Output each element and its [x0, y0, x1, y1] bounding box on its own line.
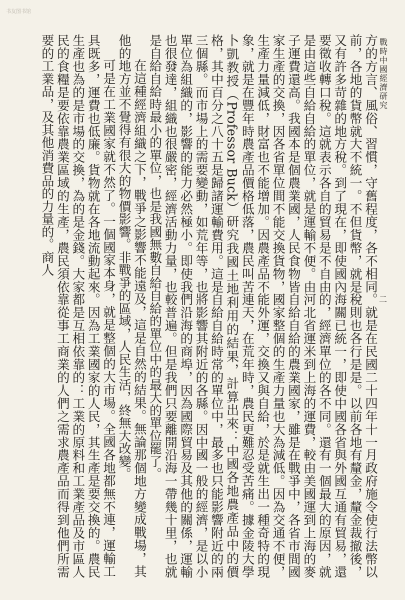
paragraph-3: 可是在工業國家就不然了。一個國家本身，就是整個的大市場。全國各地都無不連，運輸工具既多，運費也低廉。貨物就在各地流動起來。因為工業國家的人民，其生產是要交換的。農民生產也為的是市場的交換，為的是金錢。大家都是互相依靠的：工業的原料和工業產品及市區人民的食糧是要依靠農業區域的生產，農民須依靠從事工商業的人們之需求農產品而得到他們所需要的工業品，及其他消費品的力量的。商人 — [39, 34, 117, 578]
paragraph-1: 方的方言、風俗、習慣，守舊程度，各不相同。就是在民國二十四年十一月政府施令使行法幣以前，各地的貨幣就大不統一。不但貨幣，就是稅則也各行是是。以前各地有釐金，釐金裁撤後，又有許多苛雜的地方稅。到了現在，即使國內海關已統一，即使中國各省與外國互通有貿易，還要徵收轉口稅。這就表示各自的貿易是不自由的，經濟單位的各不同。還有一個最大的原因，就是由這些自給自給的單位，就是運輸不便。由河北省運米到上海的運費，較由美國運到上海的麥子運費還高。我國本是個農業國，人民食物皆自給自給的農業國家，雖是在戰爭中，各省市間國家生產的交換，因各省單位間不能交換貨物，國家整個的生產力量也大為減低。因為交通不便，生產力量減低，財富也不能增加。因農產品不能外運，交換又與自給，於是就生出一種奇特的現象，就是在豐年時農產品價格低落，農民叫苦連天，在荒年時，農民更難忍受苦痛。據金陵大學卜凱教授（Professor Buck）研究我國土地利用的結果，計算出來：中國各地農產品中的價格，其中百分之八十五是歸諸運輸費用。這是自給自給時常的單位中，最多也只能影響附近的兩三個縣。而市場上的需要變動，如荒年等，也將影響其附近的各縣。因中國一般的經濟，是以小單位為組織的，影響的能力必然極小。即使我們沿海的商埠，因為國際貿易及其他的關係，運輸也很發達，組織也很嚴密，經濟活動力量，也較普遍。但是我們只要離開沿海一帶幾十里，也就是自給自給時最小的單位，也是我國無數自給自給的單位中的最大的單位罷了。 — [147, 34, 378, 578]
paragraph-2: 在這種經濟組織之下，戰爭之影響不能遠及，這是自然的結果。無論那個地方變成戰場，其他的地方並不覺得有很大的物價影響。非戰爭的區域，人民生活，終無大改變。 — [116, 34, 147, 578]
library-watermark: 书友图书馆 — [6, 9, 32, 15]
running-title: 戰時中國經濟研究 — [379, 38, 388, 110]
body-text — [20, 34, 378, 578]
page-number: 二 — [379, 295, 387, 304]
